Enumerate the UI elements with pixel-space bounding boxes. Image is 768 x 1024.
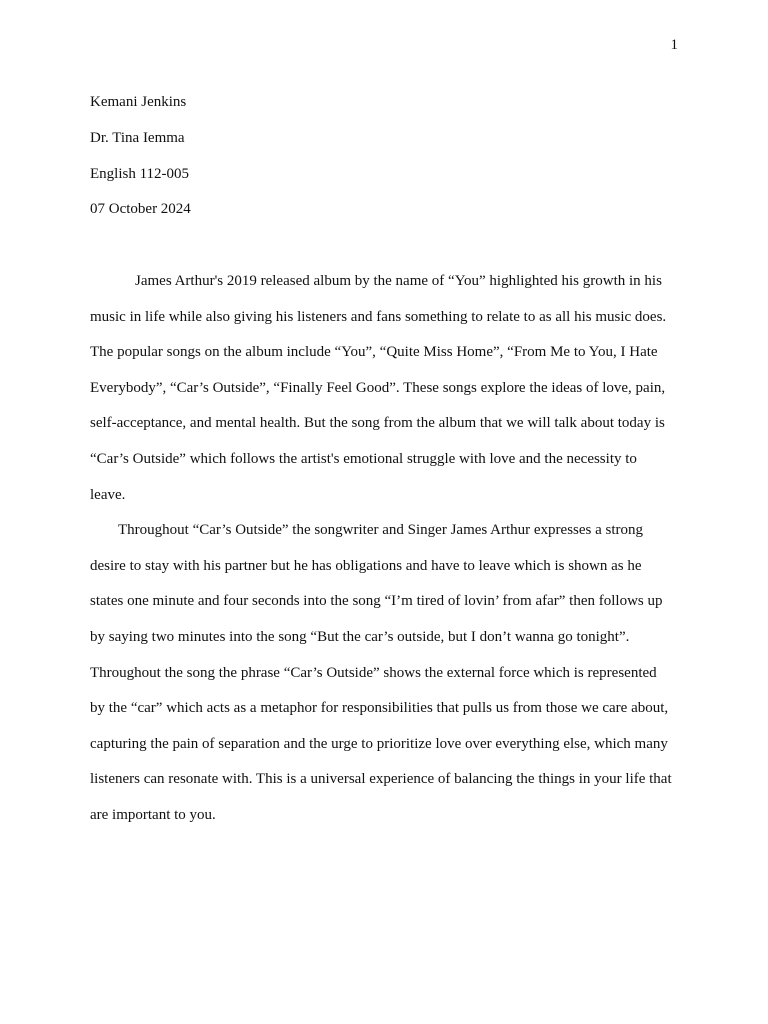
text-line: The popular songs on the album include “You”, “Quite Miss Home”, “From Me to You, I Hate xyxy=(90,344,658,361)
text-line: are important to you. xyxy=(90,806,216,823)
text-line: Throughout “Car’s Outside” the songwriter and Singer James Arthur expresses a strong xyxy=(118,522,644,539)
text-line: by the “car” which acts as a metaphor for responsibilities that pulls us from those we care about, xyxy=(90,700,669,717)
text-line: listeners can resonate with. This is a universal experience of balancing the things in your life that xyxy=(90,771,672,788)
text-line: desire to stay with his partner but he has obligations and have to leave which is shown as he xyxy=(90,557,642,574)
course-name: English 112-005 xyxy=(90,165,190,182)
instructor-name: Dr. Tina Iemma xyxy=(90,129,185,146)
page-number: 1 xyxy=(670,37,678,53)
text-line: Throughout the song the phrase “Car’s Outside” shows the external force which is represented xyxy=(90,664,657,681)
document-date: 07 October 2024 xyxy=(90,201,191,218)
text-line: Everybody”, “Car’s Outside”, “Finally Feel Good”. These songs explore the ideas of love, pain, xyxy=(90,379,666,396)
text-line: leave. xyxy=(90,486,126,503)
text-line: self-acceptance, and mental health. But the song from the album that we will talk about today is xyxy=(90,415,665,432)
text-line: music in life while also giving his listeners and fans something to relate to as all his music does. xyxy=(90,308,667,325)
text-line: by saying two minutes into the song “But the car’s outside, but I don’t wanna go tonight”. xyxy=(90,628,630,645)
text-line: “Car’s Outside” which follows the artist's emotional struggle with love and the necessity to xyxy=(90,450,637,467)
text-line: capturing the pain of separation and the urge to prioritize love over everything else, which many xyxy=(90,735,668,752)
text-line: states one minute and four seconds into the song “I’m tired of lovin’ from afar” then follows up xyxy=(90,593,663,610)
author-name: Kemani Jenkins xyxy=(90,94,187,110)
essay-body xyxy=(90,271,678,841)
heading-block xyxy=(90,92,678,235)
text-line: James Arthur's 2019 released album by the name of “You” highlighted his growth in his xyxy=(135,273,662,289)
